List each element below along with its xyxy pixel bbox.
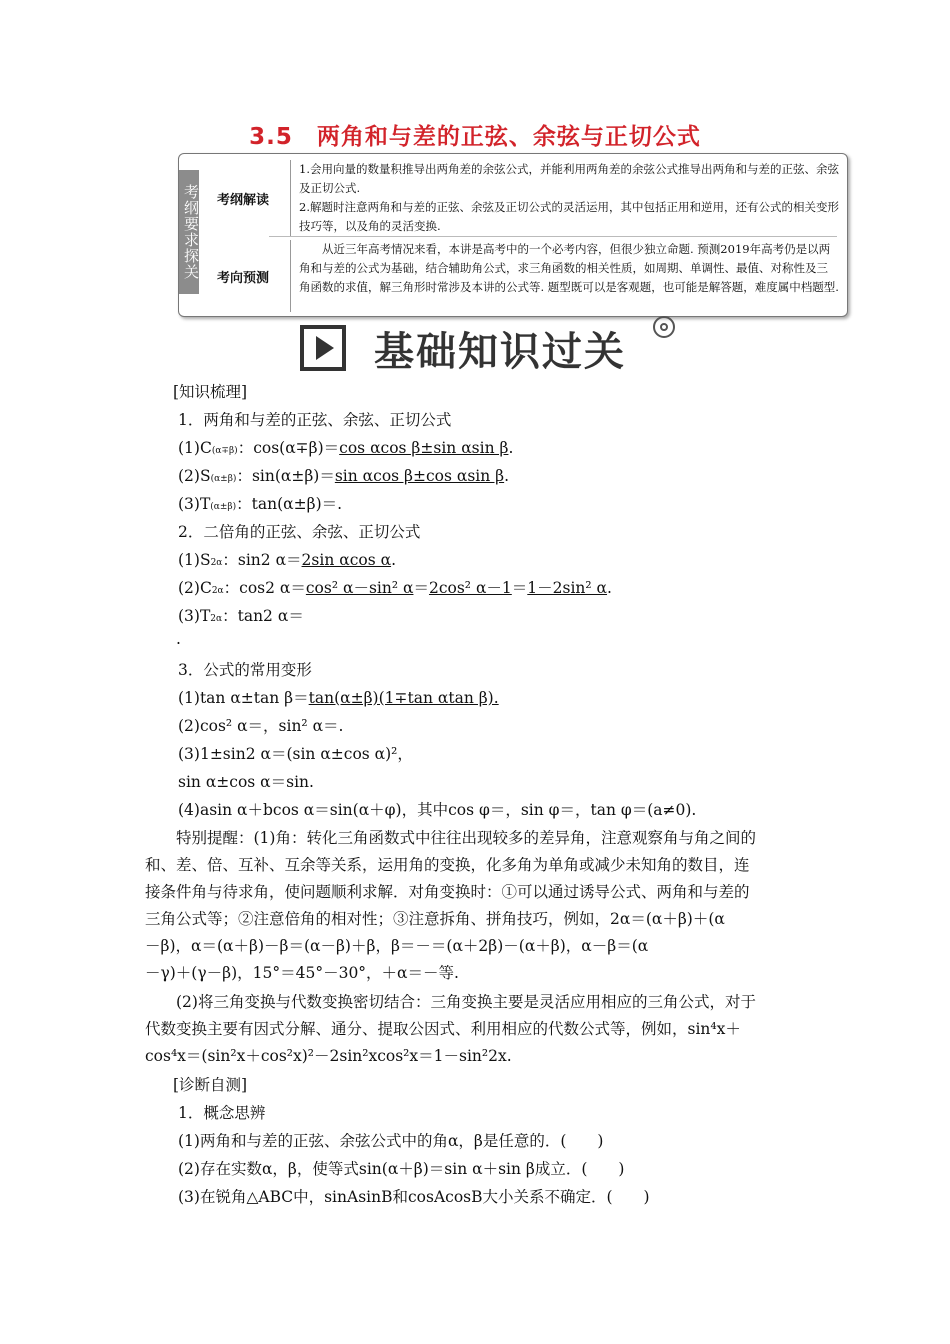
text-line: . (176, 630, 181, 648)
formula-line: (1)C(α∓β)：cos(α∓β)＝cos αcos β±sin αsin β. (178, 439, 514, 457)
text-line: 接条件角与待求角，使问题顺利求解．对角变换时：①可以通过诱导公式、两角和与差的 (145, 883, 750, 901)
side-label: 考纲要求探关 (179, 170, 199, 294)
section-banner (300, 322, 626, 374)
row-text: 2.解题时注意两角和与差的正弦、余弦及正切公式的灵活运用，其中包括正用和逆用，还有公式的相关变形技巧等，以及角的灵活变换. (299, 200, 839, 233)
formula-line: (1)tan α±tan β＝tan(α±β)(1∓tan αtan β). (178, 689, 499, 707)
text-line: 和、差、倍、互补、互余等关系，运用角的变换，化多角为单角或减少未知角的数目，连 (145, 856, 750, 874)
formula-line: (1)S2α：sin2 α＝2sin αcos α. (178, 551, 396, 569)
text-line: 三角公式等；②注意倍角的相对性；③注意拆角、拼角技巧，例如，2α＝(α＋β)＋(α (145, 910, 725, 928)
text-line: (2)将三角变换与代数变换密切结合：三角变换主要是灵活应用相应的三角公式，对于 (176, 993, 756, 1011)
formula-line: (3)T2α：tan2 α＝ (178, 607, 304, 625)
row-label: 考纲解读 (216, 192, 269, 208)
formula-line: (4)asin α＋bcos α＝sin(α＋φ)，其中cos φ＝，sin φ＝，tan φ＝(a≠0). (178, 801, 697, 819)
question-line: (3)在锐角△ABC中，sinAsinB和cosAcosB大小关系不确定．( ) (178, 1188, 650, 1206)
formula-line: sin α±cos α＝sin. (178, 773, 314, 791)
divider (290, 160, 291, 236)
question-line: (1)两角和与差的正弦、余弦公式中的角α，β是任意的．( ) (178, 1132, 604, 1150)
target-icon (653, 316, 675, 338)
section-heading: [诊断自测] (173, 1076, 248, 1094)
formula-line: (3)T(α±β)：tan(α±β)＝. (178, 495, 343, 513)
divider (290, 240, 291, 312)
formula-line: (2)S(α±β)：sin(α±β)＝sin αcos β±cos αsin β. (178, 467, 510, 485)
text-line: －β)，α＝(α＋β)－β＝(α－β)＋β，β＝－＝(α＋2β)－(α＋β)，α－β＝(α (145, 937, 649, 955)
play-icon (300, 325, 346, 371)
section-heading: [知识梳理] (173, 383, 248, 401)
text-line: 1．概念思辨 (178, 1104, 266, 1122)
formula-line: (2)C2α：cos2 α＝cos² α－sin² α＝2cos² α－1＝1－2sin² α. (178, 579, 612, 597)
forecast-row (207, 240, 839, 312)
text-line: 代数变换主要有因式分解、通分、提取公因式、利用相应的代数公式等，例如，sin⁴x＋ (145, 1020, 741, 1038)
divider (269, 236, 837, 237)
text-line: 2．二倍角的正弦、余弦、正切公式 (178, 523, 421, 541)
page-title: 3.5 两角和与差的正弦、余弦与正切公式 (249, 124, 701, 150)
row-content (299, 160, 839, 236)
banner-text: 基础知识过关 (374, 328, 626, 375)
row-text: 1.会用向量的数量积推导出两角差的余弦公式，并能利用两角差的余弦公式推导出两角和与差的正弦、余弦及正切公式. (299, 162, 839, 195)
question-line: (2)存在实数α，β，使等式sin(α＋β)＝sin α＋sin β成立．( ) (178, 1160, 625, 1178)
text-line: 特别提醒：(1)角：转化三角函数式中往往出现较多的差异角，注意观察角与角之间的 (176, 829, 756, 847)
text-line: 3．公式的常用变形 (178, 661, 312, 679)
row-label: 考向预测 (216, 270, 269, 286)
exam-outline-box (178, 153, 848, 317)
formula-line: (3)1±sin2 α＝(sin α±cos α)²， (178, 745, 413, 763)
text-line: cos⁴x＝(sin²x＋cos²x)²－2sin²xcos²x＝1－sin²2x. (145, 1047, 512, 1065)
row-text: 从近三年高考情况来看，本讲是高考中的一个必考内容，但很少独立命题. 预测2019年高考仍是以两角和与差的公式为基础，结合辅助角公式，求三角函数的相关性质，如周期、单调性、最值、对称性及三角函数的求值，解三角形时常涉及本讲的公式等. 题型既可以是客观题，也可能是解答题，难度属中档题型. (299, 242, 839, 294)
outline-row (207, 160, 839, 236)
formula-line: (2)cos² α＝，sin² α＝. (178, 717, 344, 735)
text-line: －γ)＋(γ－β)，15°＝45°－30°，＋α＝－等. (145, 964, 459, 982)
text-line: 1．两角和与差的正弦、余弦、正切公式 (178, 411, 452, 429)
